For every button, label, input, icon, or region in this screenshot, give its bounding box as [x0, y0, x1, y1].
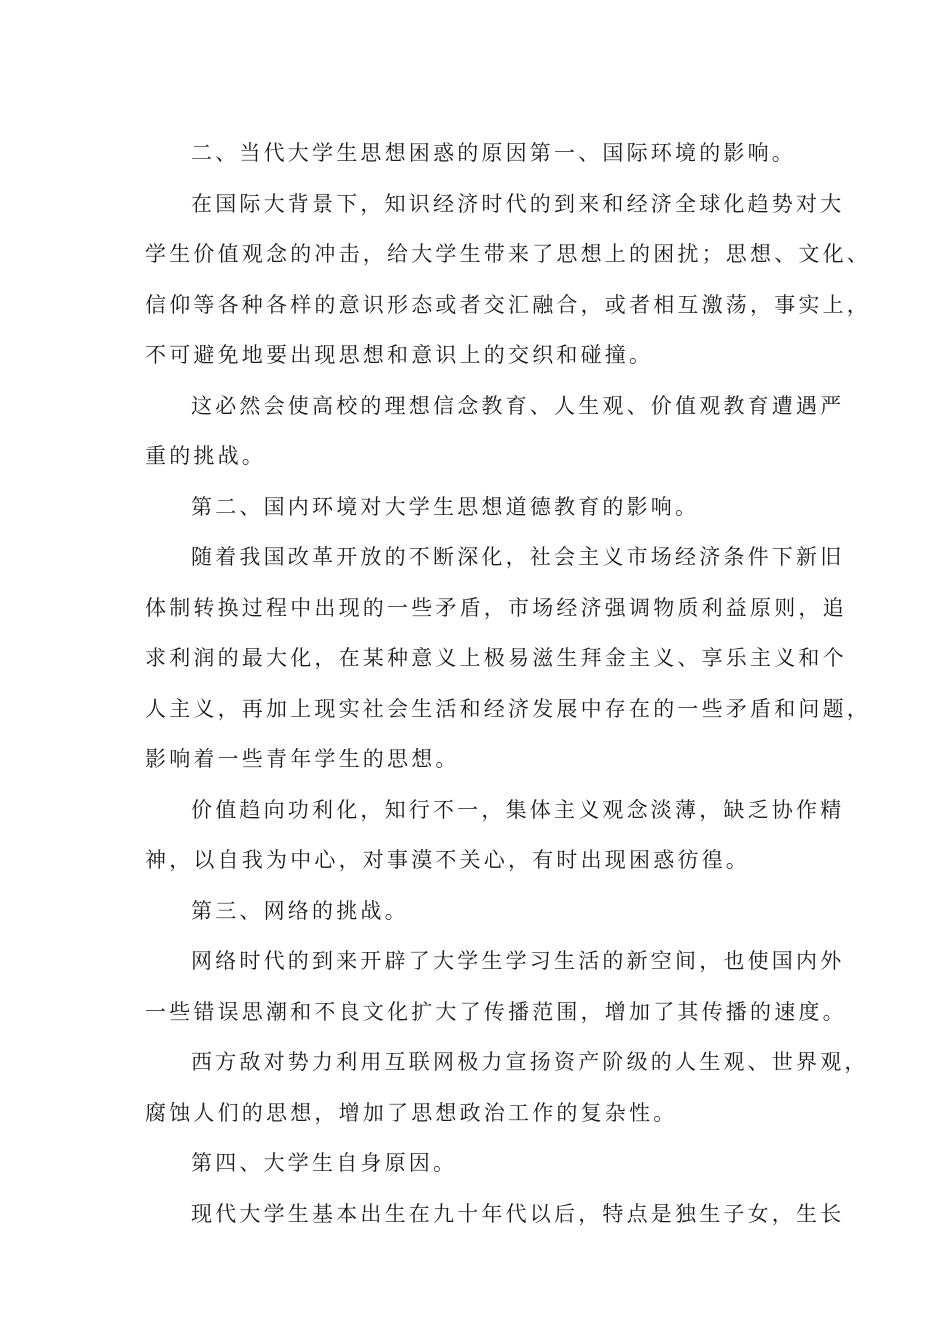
- text-line: 随着我国改革开放的不断深化，社会主义市场经济条件下新旧: [191, 545, 845, 569]
- paragraph: [145, 482, 825, 533]
- text-line: 现代大学生基本出生在九十年代以后，特点是独生子女，生长: [191, 1201, 845, 1226]
- text-line: 腐蚀人们的思想，增加了思想政治工作的复杂性。: [145, 1100, 678, 1125]
- text-line: 一些错误思潮和不良文化扩大了传播范围，增加了其传播的速度。: [145, 999, 847, 1024]
- text-line: 第三、网络的挑战。: [191, 898, 409, 923]
- paragraph: [145, 179, 871, 381]
- text-line: 影响着一些青年学生的思想。: [145, 747, 460, 771]
- text-line: 重的挑战。: [145, 444, 266, 468]
- text-line: 西方敌对势力利用互联网极力宣扬资产阶级的人生观、世界观，: [191, 1050, 869, 1074]
- paragraph: [145, 785, 845, 886]
- paragraph: [145, 1037, 869, 1138]
- paragraph: [145, 1189, 845, 1240]
- text-line: 神，以自我为中心，对事漠不关心，有时出现困惑彷徨。: [145, 848, 750, 872]
- paragraph: [145, 886, 825, 937]
- text-line: 不可避免地要出现思想和意识上的交织和碰撞。: [145, 343, 654, 367]
- paragraph: [145, 532, 871, 785]
- text-line: 价值趋向功利化，知行不一，集体主义观念淡薄，缺乏协作精: [191, 797, 845, 822]
- text-line: 这必然会使高校的理想信念教育、人生观、价值观教育遭遇严: [191, 393, 845, 418]
- text-line: 第二、国内环境对大学生思想道德教育的影响。: [191, 494, 700, 519]
- text-line: 在国际大背景下，知识经济时代的到来和经济全球化趋势对大: [191, 191, 845, 216]
- text-line: 第四、大学生自身原因。: [191, 1151, 458, 1175]
- paragraph: [145, 1138, 825, 1189]
- document-body: [145, 128, 871, 1239]
- text-line: 网络时代的到来开辟了大学生学习生活的新空间，也使国内外: [191, 949, 845, 973]
- text-line: 信仰等各种各样的意识形态或者交汇融合，或者相互激荡，事实上，: [145, 292, 871, 317]
- text-line: 人主义，再加上现实社会生活和经济发展中存在的一些矛盾和问题，: [145, 696, 871, 721]
- text-line: 二、当代大学生思想困惑的原因第一、国际环境的影响。: [191, 141, 796, 165]
- paragraph: [145, 936, 847, 1037]
- paragraph: [145, 381, 845, 482]
- text-line: 求利润的最大化，在某种意义上极易滋生拜金主义、享乐主义和个: [145, 646, 847, 670]
- text-line: 体制转换过程中出现的一些矛盾，市场经济强调物质利益原则，追: [145, 595, 847, 620]
- paragraph: [145, 128, 825, 179]
- text-line: 学生价值观念的冲击，给大学生带来了思想上的困扰；思想、文化、: [145, 242, 871, 266]
